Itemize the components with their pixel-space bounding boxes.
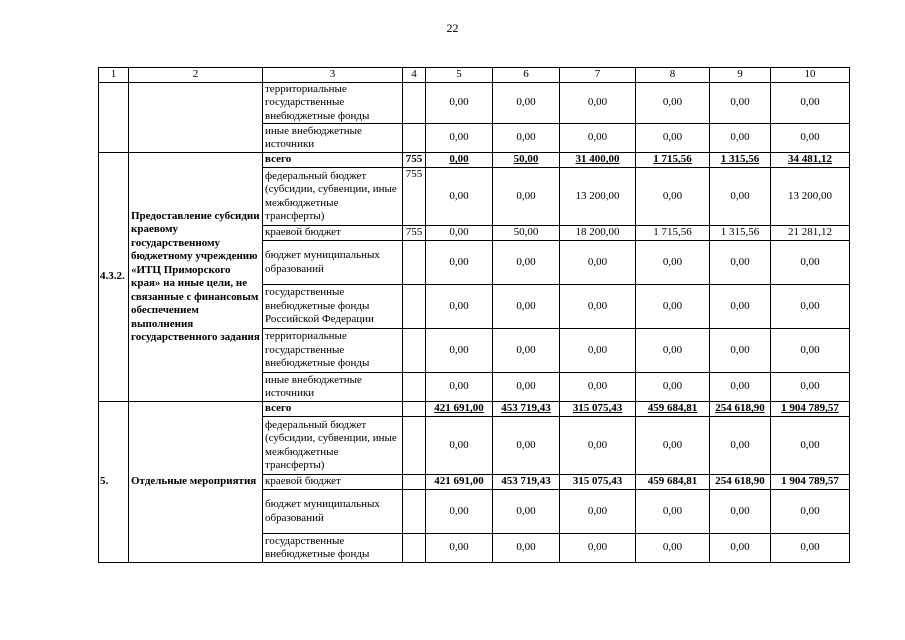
group-name-cell [129,82,263,153]
value-cell: 13 200,00 [560,168,636,226]
value-cell: 50,00 [493,226,560,241]
header-cell: 10 [771,68,850,83]
value-cell: 0,00 [426,241,493,285]
value-cell: 1 315,56 [710,153,771,168]
budget-code-cell [403,285,426,329]
value-cell: 0,00 [710,534,771,563]
value-cell: 18 200,00 [560,226,636,241]
header-cell: 4 [403,68,426,83]
budget-table [98,67,850,563]
header-cell: 6 [493,68,560,83]
value-cell: 0,00 [636,241,710,285]
funding-source-cell: всего [263,402,403,417]
table-row [99,82,850,124]
value-cell: 459 684,81 [636,475,710,490]
value-cell: 0,00 [560,417,636,475]
value-cell: 254 618,90 [710,402,771,417]
value-cell: 0,00 [493,534,560,563]
value-cell: 453 719,43 [493,402,560,417]
value-cell: 0,00 [636,82,710,124]
header-cell: 1 [99,68,129,83]
value-cell: 0,00 [493,168,560,226]
value-cell: 0,00 [771,490,850,534]
value-cell: 0,00 [636,124,710,153]
value-cell: 315 075,43 [560,475,636,490]
value-cell: 0,00 [710,168,771,226]
funding-source-cell: краевой бюджет [263,475,403,490]
value-cell: 0,00 [636,534,710,563]
funding-source-cell: иные внебюджетные источники [263,373,403,402]
value-cell: 0,00 [636,490,710,534]
value-cell: 0,00 [560,373,636,402]
value-cell: 1 715,56 [636,153,710,168]
value-cell: 0,00 [493,82,560,124]
value-cell: 0,00 [560,241,636,285]
value-cell: 34 481,12 [771,153,850,168]
value-cell: 21 281,12 [771,226,850,241]
value-cell: 13 200,00 [771,168,850,226]
value-cell: 0,00 [493,241,560,285]
value-cell: 421 691,00 [426,475,493,490]
value-cell: 453 719,43 [493,475,560,490]
value-cell: 1 904 789,57 [771,475,850,490]
value-cell: 0,00 [771,373,850,402]
funding-source-cell: территориальные государственные внебюджетные фонды [263,82,403,124]
header-cell: 3 [263,68,403,83]
header-cell: 5 [426,68,493,83]
value-cell: 421 691,00 [426,402,493,417]
group-number-cell [99,82,129,153]
value-cell: 0,00 [710,417,771,475]
value-cell: 0,00 [636,417,710,475]
budget-code-cell: 755 [403,168,426,226]
header-cell: 7 [560,68,636,83]
value-cell: 50,00 [493,153,560,168]
budget-code-cell [403,241,426,285]
value-cell: 0,00 [636,285,710,329]
value-cell: 1 904 789,57 [771,402,850,417]
value-cell: 0,00 [493,124,560,153]
value-cell: 0,00 [710,124,771,153]
budget-code-cell [403,329,426,373]
budget-code-cell [403,490,426,534]
column-number-header [99,68,850,83]
value-cell: 0,00 [771,329,850,373]
budget-code-cell: 755 [403,153,426,168]
header-cell: 2 [129,68,263,83]
budget-code-cell [403,417,426,475]
page-number: 22 [446,21,459,35]
value-cell: 0,00 [426,329,493,373]
budget-code-cell [403,124,426,153]
value-cell: 0,00 [426,417,493,475]
budget-code-cell [403,373,426,402]
value-cell: 0,00 [771,241,850,285]
value-cell: 0,00 [771,285,850,329]
value-cell: 0,00 [560,124,636,153]
value-cell: 0,00 [710,285,771,329]
header-cell: 8 [636,68,710,83]
value-cell: 31 400,00 [560,153,636,168]
value-cell: 0,00 [560,285,636,329]
group-name-cell: Предоставление субсидии краевому государственному бюджетному учреждению «ИТЦ Приморского края» на иные цели, не связанные с финансовым обеспечением выполнения государственного задания [129,153,263,402]
funding-source-cell: бюджет муниципальных образований [263,490,403,534]
table-row [99,402,850,417]
value-cell: 0,00 [636,168,710,226]
value-cell: 0,00 [710,82,771,124]
funding-source-cell: федеральный бюджет (субсидии, субвенции, иные межбюджетные трансферты) [263,417,403,475]
group-number-cell: 5. [99,402,129,563]
funding-source-cell: бюджет муниципальных образований [263,241,403,285]
funding-source-cell: всего [263,153,403,168]
value-cell: 0,00 [771,417,850,475]
value-cell: 0,00 [426,124,493,153]
value-cell: 315 075,43 [560,402,636,417]
value-cell: 459 684,81 [636,402,710,417]
value-cell: 0,00 [710,329,771,373]
value-cell: 0,00 [493,329,560,373]
value-cell: 0,00 [636,373,710,402]
funding-source-cell: краевой бюджет [263,226,403,241]
value-cell: 0,00 [426,168,493,226]
value-cell: 0,00 [636,329,710,373]
value-cell: 0,00 [710,373,771,402]
value-cell: 0,00 [560,82,636,124]
value-cell: 0,00 [771,82,850,124]
value-cell: 0,00 [493,490,560,534]
value-cell: 0,00 [771,124,850,153]
value-cell: 0,00 [493,285,560,329]
header-cell: 9 [710,68,771,83]
value-cell: 0,00 [710,490,771,534]
budget-code-cell [403,82,426,124]
budget-code-cell: 755 [403,226,426,241]
value-cell: 1 315,56 [710,226,771,241]
value-cell: 0,00 [560,490,636,534]
funding-source-cell: государственные внебюджетные фонды [263,534,403,563]
budget-code-cell [403,402,426,417]
funding-source-cell: федеральный бюджет (субсидии, субвенции, иные межбюджетные трансферты) [263,168,403,226]
funding-source-cell: государственные внебюджетные фонды Российской Федерации [263,285,403,329]
value-cell: 254 618,90 [710,475,771,490]
value-cell: 1 715,56 [636,226,710,241]
value-cell: 0,00 [493,373,560,402]
budget-code-cell [403,475,426,490]
value-cell: 0,00 [771,534,850,563]
value-cell: 0,00 [426,82,493,124]
value-cell: 0,00 [710,241,771,285]
group-number-cell: 4.3.2. [99,153,129,402]
budget-code-cell [403,534,426,563]
table-row [99,153,850,168]
value-cell: 0,00 [426,285,493,329]
value-cell: 0,00 [493,417,560,475]
value-cell: 0,00 [426,534,493,563]
value-cell: 0,00 [560,329,636,373]
value-cell: 0,00 [426,373,493,402]
funding-source-cell: территориальные государственные внебюджетные фонды [263,329,403,373]
funding-source-cell: иные внебюджетные источники [263,124,403,153]
value-cell: 0,00 [426,490,493,534]
value-cell: 0,00 [426,153,493,168]
value-cell: 0,00 [560,534,636,563]
group-name-cell: Отдельные мероприятия [129,402,263,563]
value-cell: 0,00 [426,226,493,241]
